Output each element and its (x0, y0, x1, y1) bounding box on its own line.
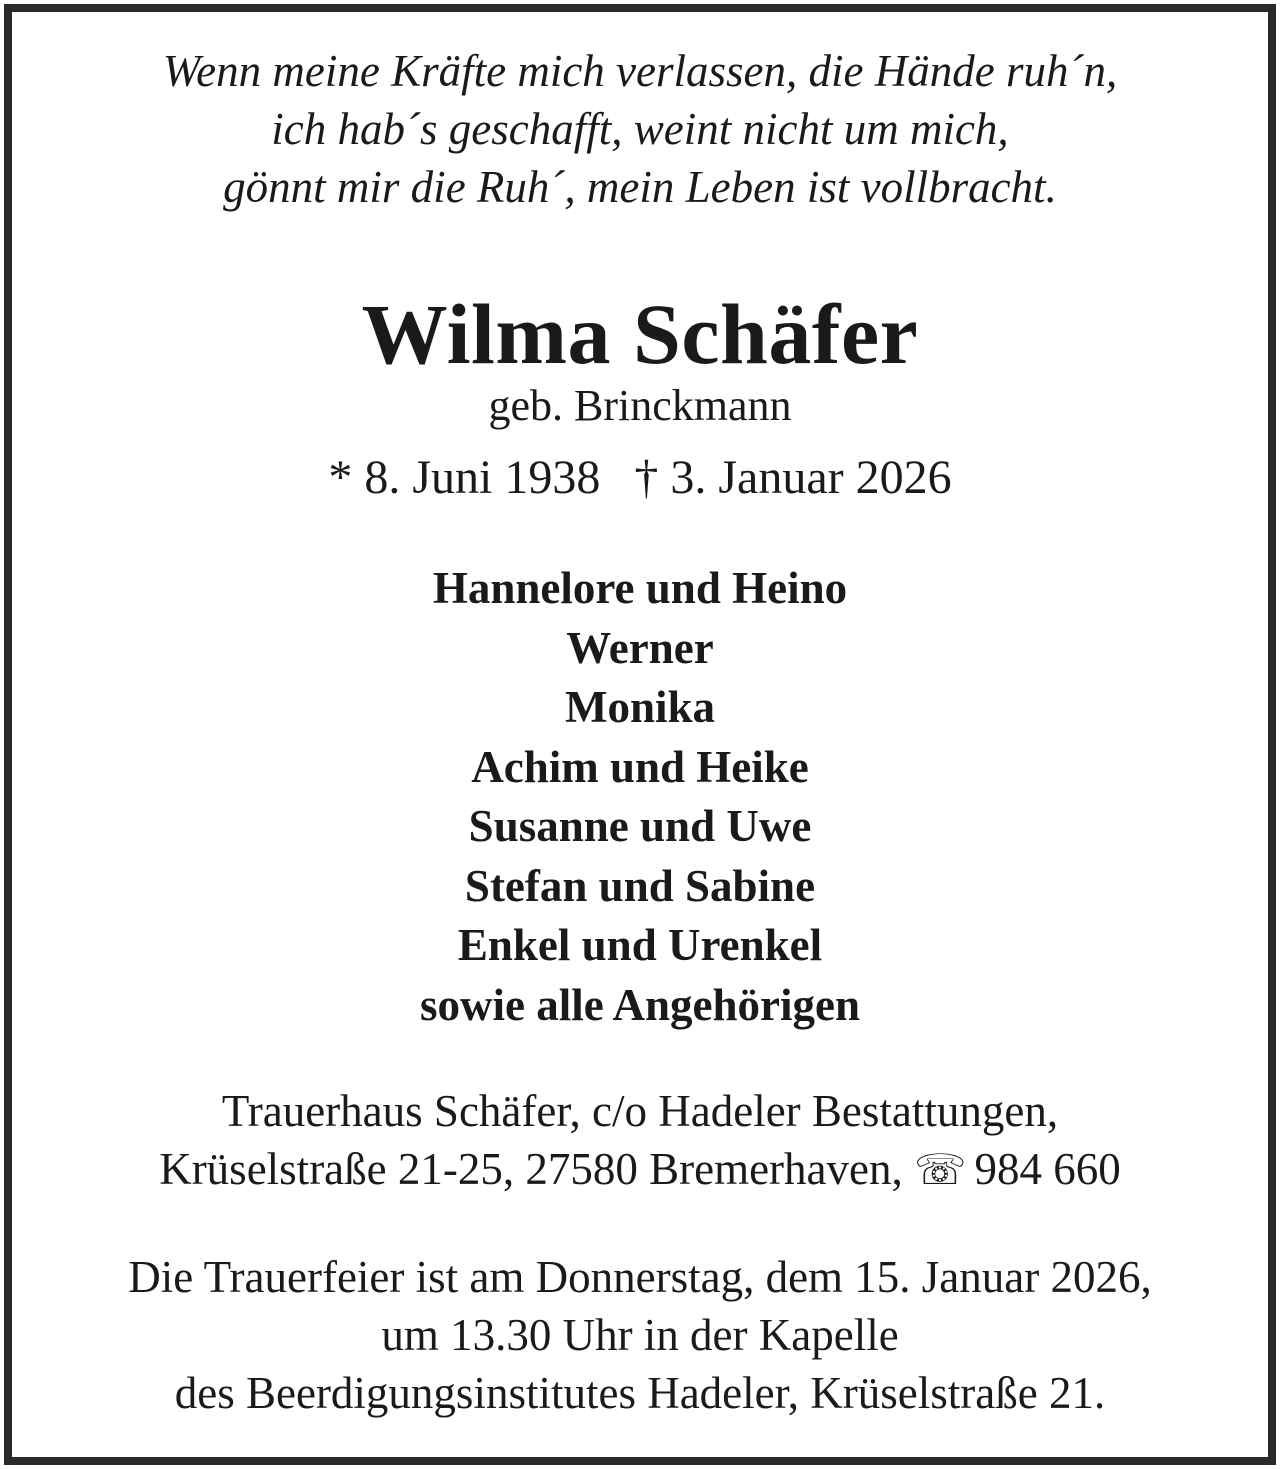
mourner-entry: Hannelore und Heino (432, 563, 848, 613)
memorial-verse (12, 42, 1268, 216)
verse-line: Wenn meine Kräfte mich verlassen, die Hände ruh´n, (162, 46, 1118, 96)
telephone-icon: ☏ (914, 1148, 967, 1194)
mourner-entry: Stefan und Sabine (464, 860, 816, 911)
deceased-name: Wilma Schäfer (361, 286, 919, 382)
ceremony-line: um 13.30 Uhr in der Kapelle (381, 1310, 899, 1360)
death-date: † 3. Januar 2026 (634, 451, 952, 504)
address-line: Trauerhaus Schäfer, c/o Hadeler Bestattungen, (221, 1086, 1059, 1136)
street-city: Krüselstraße 21-25, 27580 Bremerhaven, (159, 1144, 903, 1194)
mourner-entry: Achim und Heike (471, 741, 809, 792)
mourner-entry: Werner (566, 622, 714, 673)
ceremony-line: des Beerdigungsinstitutes Hadeler, Krüselstraße 21. (174, 1368, 1106, 1418)
funeral-ceremony-info (12, 1248, 1268, 1422)
ceremony-line: Die Trauerfeier ist am Donnerstag, dem 15. Januar 2026, (128, 1252, 1152, 1302)
birth-date: * 8. Juni 1938 (328, 451, 601, 504)
mourner-entry: Monika (564, 682, 716, 732)
life-dates (12, 448, 1268, 508)
phone-number: 984 660 (974, 1144, 1121, 1194)
verse-line: gönnt mir die Ruh´, mein Leben ist vollbracht. (223, 162, 1057, 212)
mourning-house-address (12, 1082, 1268, 1200)
address-line (12, 1140, 1268, 1200)
mourner-entry: Enkel und Urenkel (457, 920, 823, 970)
birth-name: geb. Brinckmann (488, 381, 792, 430)
obituary-notice (12, 12, 1268, 1457)
mourner-entry: Susanne und Uwe (468, 801, 812, 851)
mourners-list (12, 559, 1268, 1035)
mourner-entry: sowie alle Angehörigen (420, 979, 860, 1030)
verse-line: ich hab´s geschafft, weint nicht um mich, (271, 104, 1009, 154)
